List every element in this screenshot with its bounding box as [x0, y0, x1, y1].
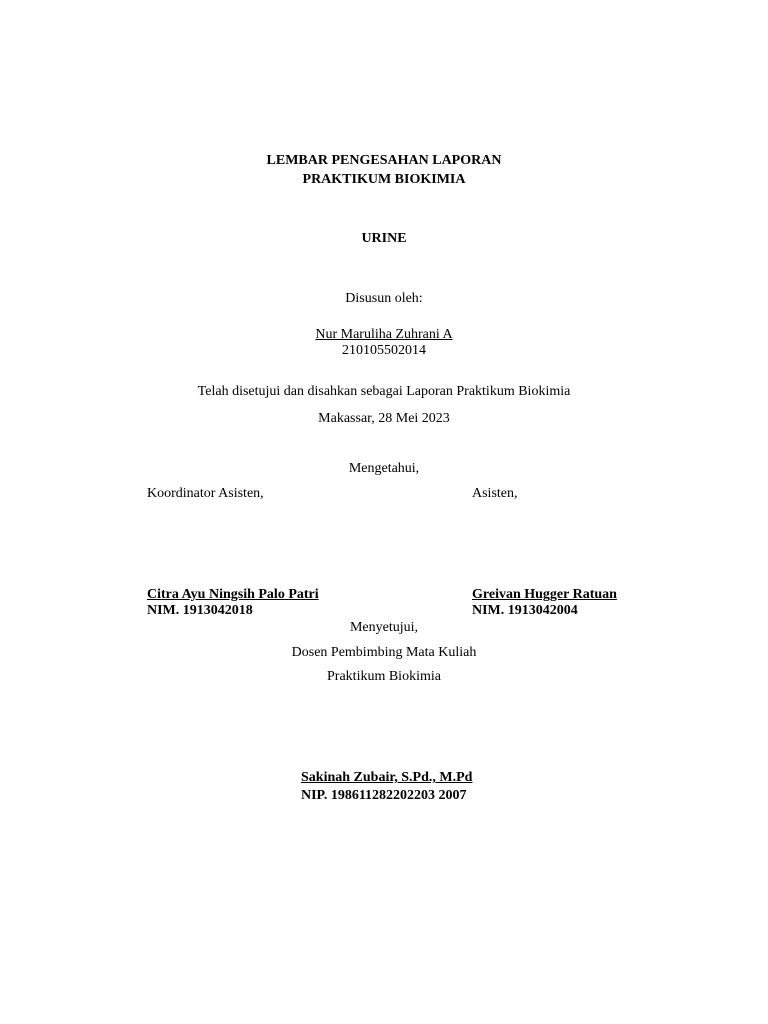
assistant-nim: NIM. 1913042004 [472, 603, 578, 618]
lecturer-role-line-2: Praktikum Biokimia [327, 669, 441, 684]
author-name [0, 327, 768, 343]
assistant-role: Asisten, [472, 486, 518, 501]
coordinator-name: Citra Ayu Ningsih Palo Patri [147, 587, 319, 602]
author-name-text: Nur Maruliha Zuhrani A [315, 327, 453, 342]
title-line-1: LEMBAR PENGESAHAN LAPORAN [266, 153, 502, 168]
author-label: Disusun oleh: [345, 291, 423, 306]
title-line-2: PRAKTIKUM BIOKIMIA [302, 172, 466, 187]
place-date: Makassar, 28 Mei 2023 [318, 411, 450, 426]
lecturer-name: Sakinah Zubair, S.Pd., M.Pd [301, 770, 473, 785]
coordinator-role: Koordinator Asisten, [147, 486, 264, 501]
assistant-name: Greivan Hugger Ratuan [472, 587, 617, 602]
lecturer-nip: NIP. 198611282202203 2007 [301, 788, 467, 803]
approval-statement: Telah disetujui dan disahkan sebagai Laporan Praktikum Biokimia [197, 384, 571, 399]
report-subject: URINE [361, 231, 407, 246]
approved-label: Menyetujui, [349, 620, 419, 635]
author-id: 210105502014 [342, 343, 426, 358]
coordinator-nim: NIM. 1913042018 [147, 603, 253, 618]
acknowledged-label: Mengetahui, [348, 461, 420, 476]
lecturer-role-line-1: Dosen Pembimbing Mata Kuliah [291, 645, 477, 660]
